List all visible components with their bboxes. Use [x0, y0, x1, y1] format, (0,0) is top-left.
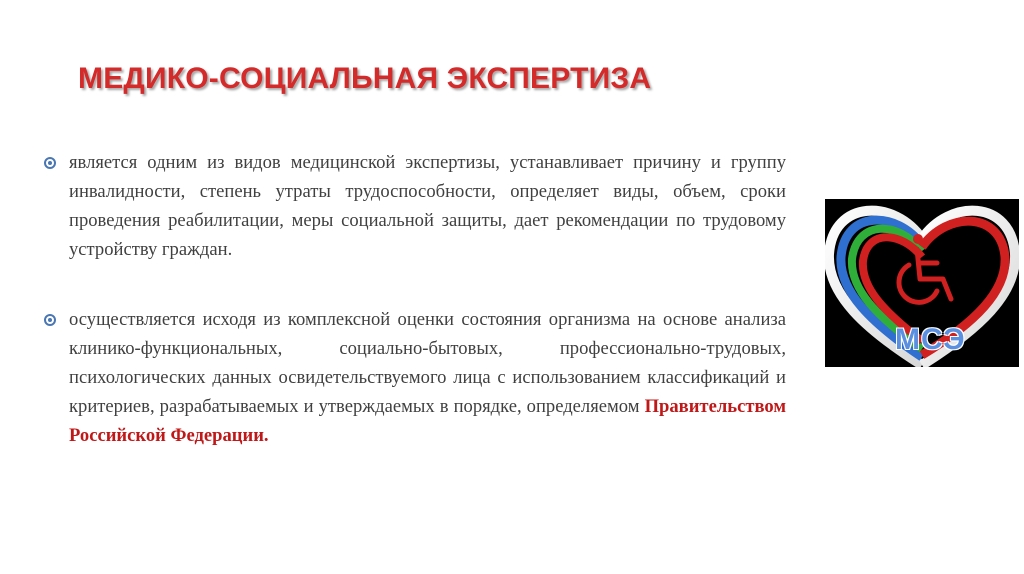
bullet-text: осуществляется исходя из комплексной оценки состояния организма на основе анализа клинико-функциональных, социально-бытовых, профессионально-трудовых, психологических данных освидетельствуемого лица с использованием классификаций и критериев, разрабатываемых и утверждаемых в порядке, определяемом: [69, 309, 786, 417]
logo-text: МСЭ: [895, 323, 966, 356]
bullet-marker-icon: [44, 157, 56, 169]
bullet-item: [44, 148, 786, 264]
slide-title: МЕДИКО-СОЦИАЛЬНАЯ ЭКСПЕРТИЗА: [78, 62, 652, 95]
bullet-item: [44, 305, 786, 450]
bullet-text: является одним из видов медицинской экспертизы, устанавливает причину и группу инвалидности, степень утраты трудоспособности, определяет виды, объем, сроки проведения реабилитации, меры социальной защиты, дает рекомендации по трудовому устройству граждан.: [69, 152, 786, 260]
highlighted-authority: Правительством Российской Федерации.: [69, 396, 786, 446]
bullet-marker-icon: [44, 314, 56, 326]
mse-logo: [825, 199, 1019, 367]
slide-content: [44, 148, 786, 450]
